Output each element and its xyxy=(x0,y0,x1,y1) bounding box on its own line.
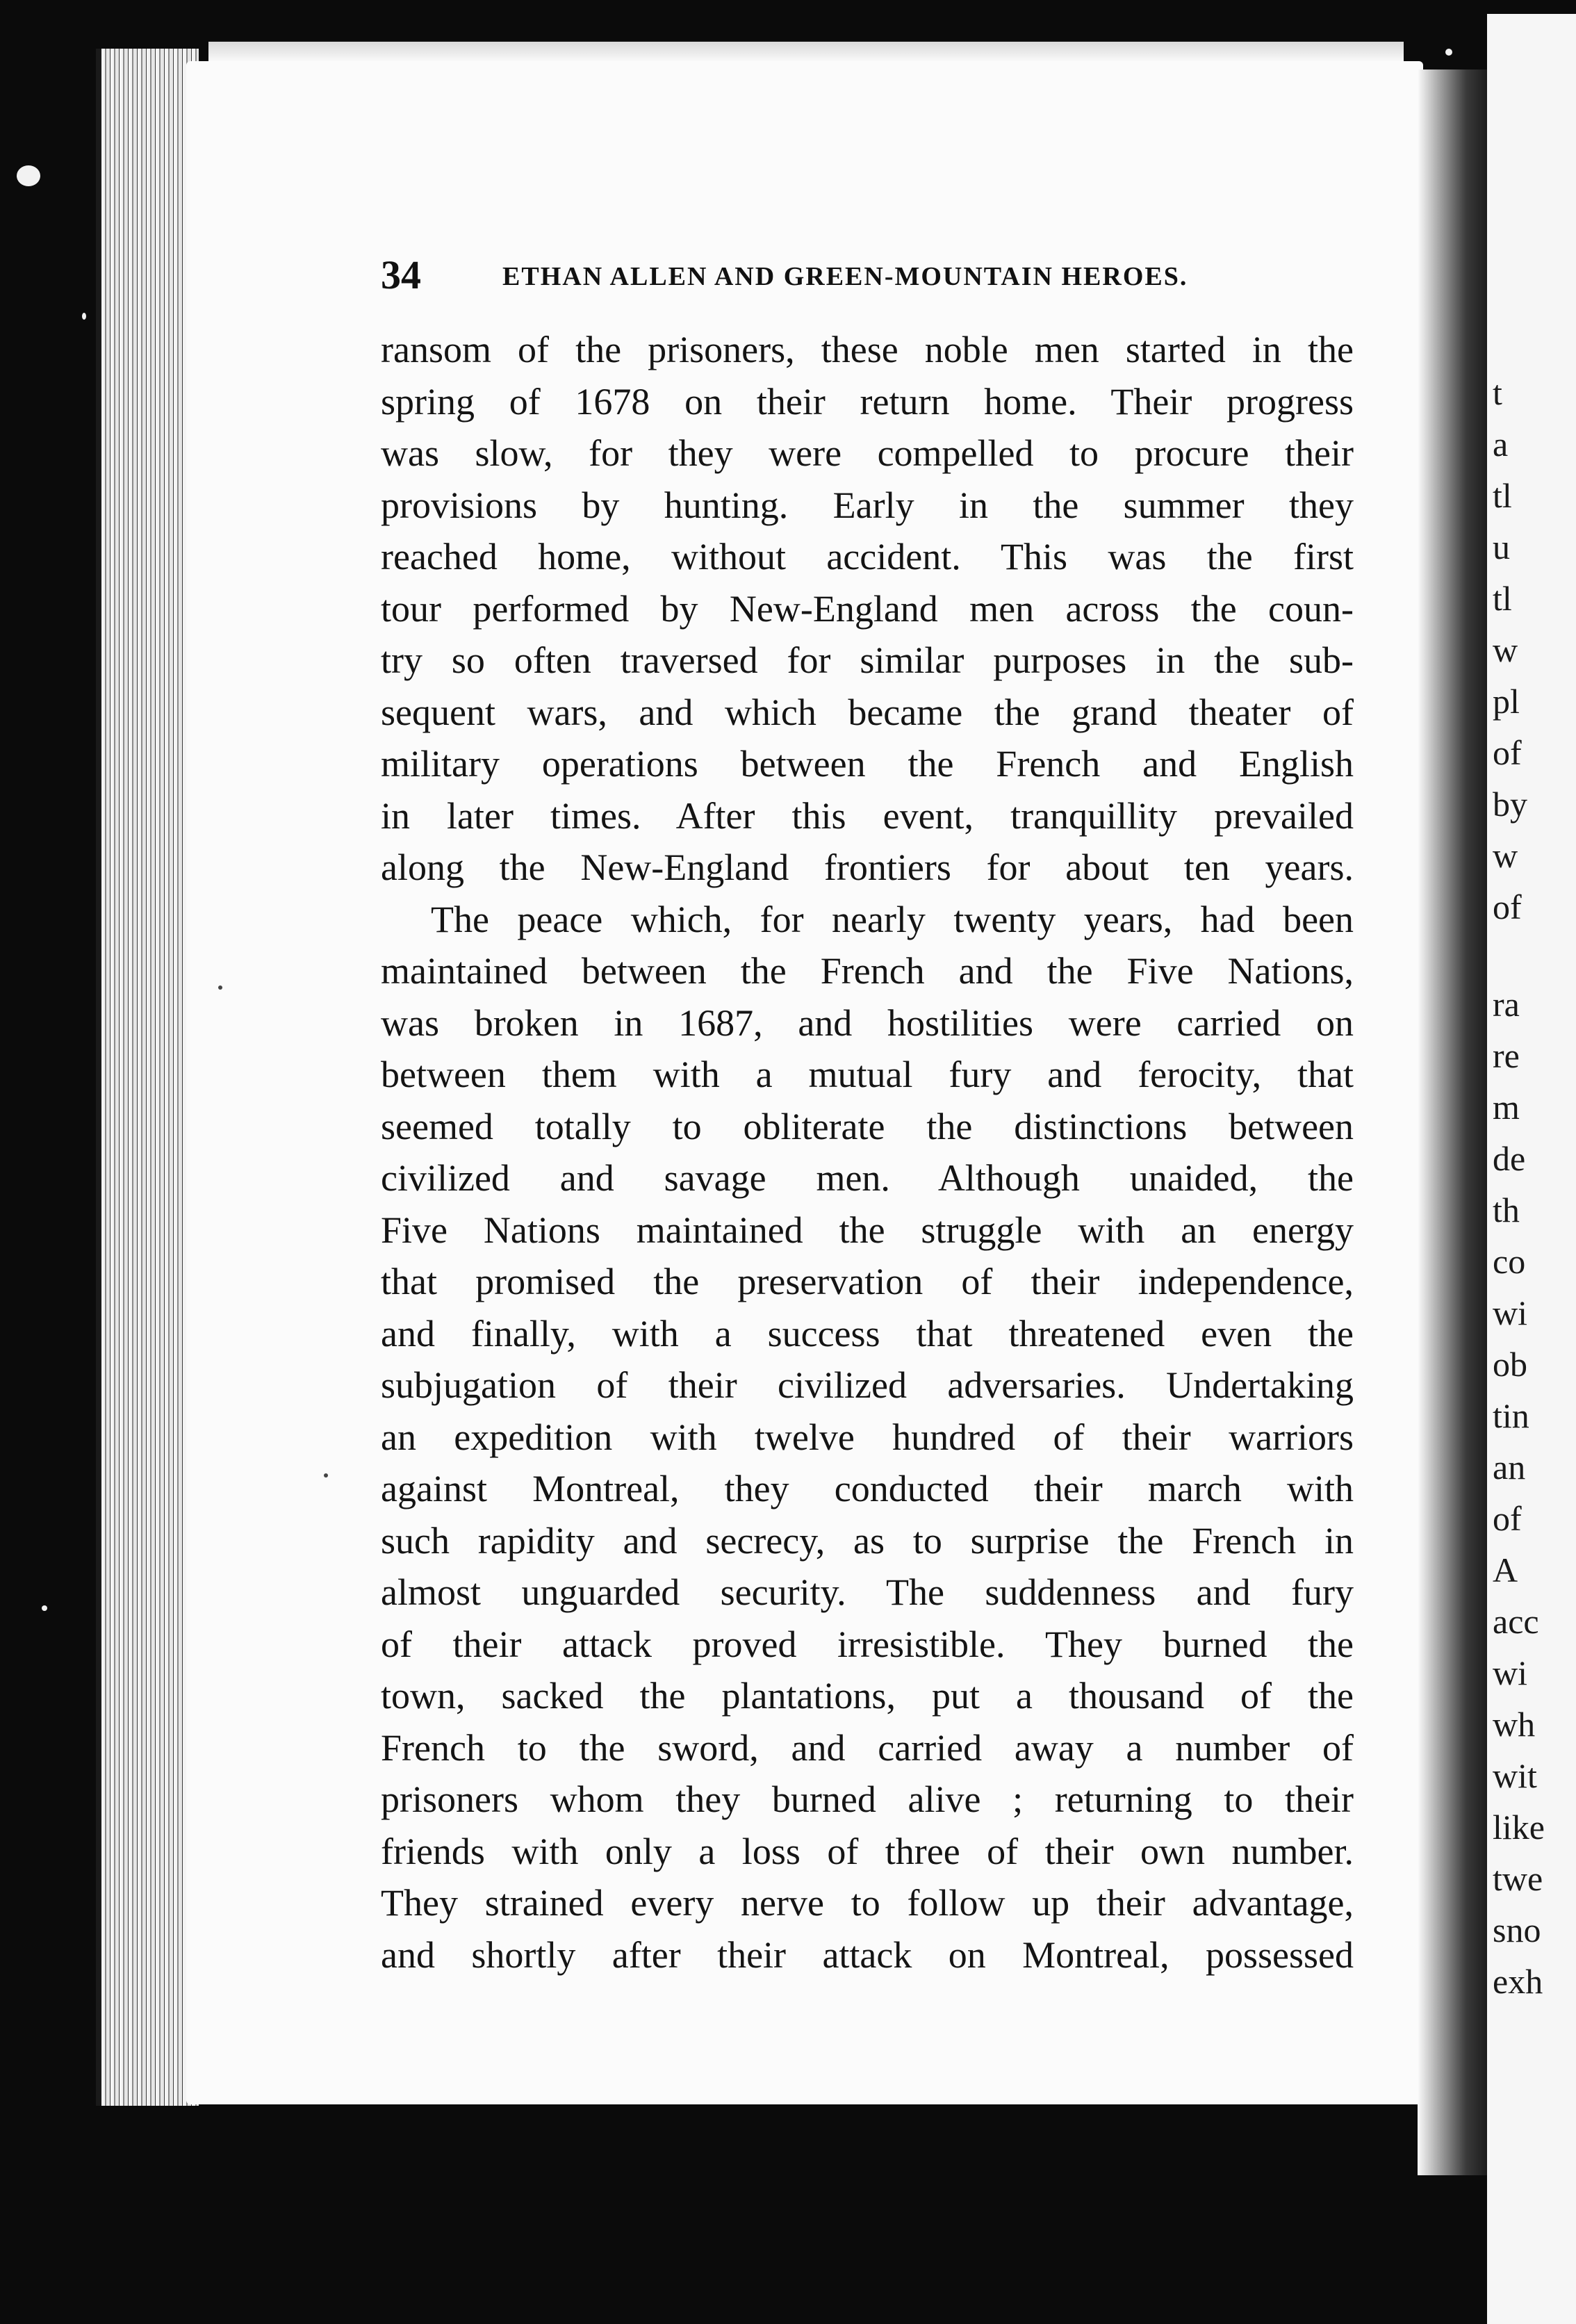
facing-fragment: like xyxy=(1493,1808,1545,1847)
page-top-shadow xyxy=(208,42,1404,63)
facing-fragment: t xyxy=(1493,373,1502,412)
facing-fragment: wi xyxy=(1493,1653,1527,1692)
page-header xyxy=(381,252,1354,300)
paragraph xyxy=(381,324,1354,894)
text-line: and finally, with a success that threatened even the xyxy=(381,1312,1354,1355)
text-line: Five Nations maintained the struggle with an energy xyxy=(381,1209,1354,1251)
scan-speck xyxy=(1445,49,1452,56)
scan-speck xyxy=(218,985,222,990)
facing-fragment: exh xyxy=(1493,1962,1543,2001)
running-head: ETHAN ALLEN AND GREEN-MOUNTAIN HEROES. xyxy=(502,262,1188,291)
scan-speck xyxy=(42,1605,47,1611)
facing-fragment: m xyxy=(1493,1088,1520,1127)
facing-fragment: tin xyxy=(1493,1396,1529,1435)
text-line: almost unguarded security. The suddenness and fury xyxy=(381,1571,1354,1613)
book-gutter xyxy=(1418,69,1487,2175)
text-line: ransom of the prisoners, these noble men started in the xyxy=(381,329,1354,370)
text-line: that promised the preservation of their independence, xyxy=(381,1261,1354,1302)
facing-fragment: tl xyxy=(1493,579,1512,618)
facing-fragment: an xyxy=(1493,1448,1526,1487)
facing-fragment: sno xyxy=(1493,1910,1541,1949)
facing-fragment: by xyxy=(1493,785,1527,824)
facing-fragment: ra xyxy=(1493,985,1520,1024)
facing-fragment: tl xyxy=(1493,476,1512,515)
facing-fragment: u xyxy=(1493,527,1510,566)
text-line: was slow, for they were compelled to procure their xyxy=(381,432,1354,474)
scan-speck xyxy=(324,1473,328,1478)
text-line: tour performed by New-England men across the coun- xyxy=(381,587,1354,630)
facing-fragment: acc xyxy=(1493,1602,1539,1641)
page-edges xyxy=(96,49,199,2106)
text-line: such rapidity and secrecy, as to surprise the French in xyxy=(381,1519,1354,1562)
scan-speck xyxy=(17,165,40,186)
body-text xyxy=(381,324,1354,1981)
facing-fragment: w xyxy=(1493,630,1518,669)
facing-fragment: twe xyxy=(1493,1859,1543,1898)
text-line: town, sacked the plantations, put a thousand of the xyxy=(381,1675,1354,1717)
text-line: friends with only a loss of three of their own number. xyxy=(381,1830,1354,1872)
text-line: seemed totally to obliterate the distinctions between xyxy=(381,1105,1354,1147)
facing-fragment: a xyxy=(1493,425,1509,464)
text-line: along the New-England frontiers for about ten years. xyxy=(381,846,1354,888)
text-line: civilized and savage men. Although unaided, the xyxy=(381,1157,1354,1199)
text-line: was broken in 1687, and hostilities were carried on xyxy=(381,1001,1354,1044)
facing-fragment: of xyxy=(1493,887,1522,926)
facing-fragment: co xyxy=(1493,1242,1526,1281)
facing-fragment: wi xyxy=(1493,1293,1527,1332)
text-line: and shortly after their attack on Montreal, possessed xyxy=(381,1933,1354,1976)
text-line: against Montreal, they conducted their march with xyxy=(381,1468,1354,1509)
facing-fragment: re xyxy=(1493,1036,1520,1075)
scan-speck xyxy=(82,313,86,320)
facing-fragment: de xyxy=(1493,1139,1526,1178)
text-line: subjugation of their civilized adversaries. Undertaking xyxy=(381,1364,1354,1406)
text-line: try so often traversed for similar purposes in the sub- xyxy=(381,639,1354,681)
facing-fragment: wit xyxy=(1493,1756,1537,1795)
text-line: maintained between the French and the Five Nations, xyxy=(381,950,1354,992)
facing-fragment: A xyxy=(1493,1550,1518,1589)
text-line: spring of 1678 on their return home. Their progress xyxy=(381,380,1354,423)
text-line: military operations between the French and English xyxy=(381,743,1354,785)
facing-fragment: pl xyxy=(1493,682,1520,721)
text-line: The peace which, for nearly twenty years, had been xyxy=(431,898,1354,940)
text-line: in later times. After this event, tranquillity prevailed xyxy=(381,794,1354,837)
text-line: of their attack proved irresistible. They burned the xyxy=(381,1623,1354,1665)
facing-fragment: of xyxy=(1493,1499,1522,1538)
text-line: between them with a mutual fury and ferocity, that xyxy=(381,1054,1354,1095)
text-line: French to the sword, and carried away a number of xyxy=(381,1726,1354,1769)
text-line: provisions by hunting. Early in the summer they xyxy=(381,484,1354,526)
facing-fragment: ob xyxy=(1493,1345,1527,1384)
facing-page xyxy=(1487,14,1576,2324)
paragraph xyxy=(381,894,1354,1981)
text-line: reached home, without accident. This was the first xyxy=(381,536,1354,578)
facing-fragment: of xyxy=(1493,733,1522,772)
facing-fragment: th xyxy=(1493,1190,1520,1229)
page-number: 34 xyxy=(381,252,421,297)
text-line: an expedition with twelve hundred of their warriors xyxy=(381,1416,1354,1458)
facing-fragment: w xyxy=(1493,836,1518,875)
text-line: prisoners whom they burned alive ; returning to their xyxy=(381,1778,1354,1820)
facing-fragment: wh xyxy=(1493,1705,1536,1744)
text-line: They strained every nerve to follow up their advantage, xyxy=(381,1882,1354,1924)
text-line: sequent wars, and which became the grand theater of xyxy=(381,691,1354,733)
